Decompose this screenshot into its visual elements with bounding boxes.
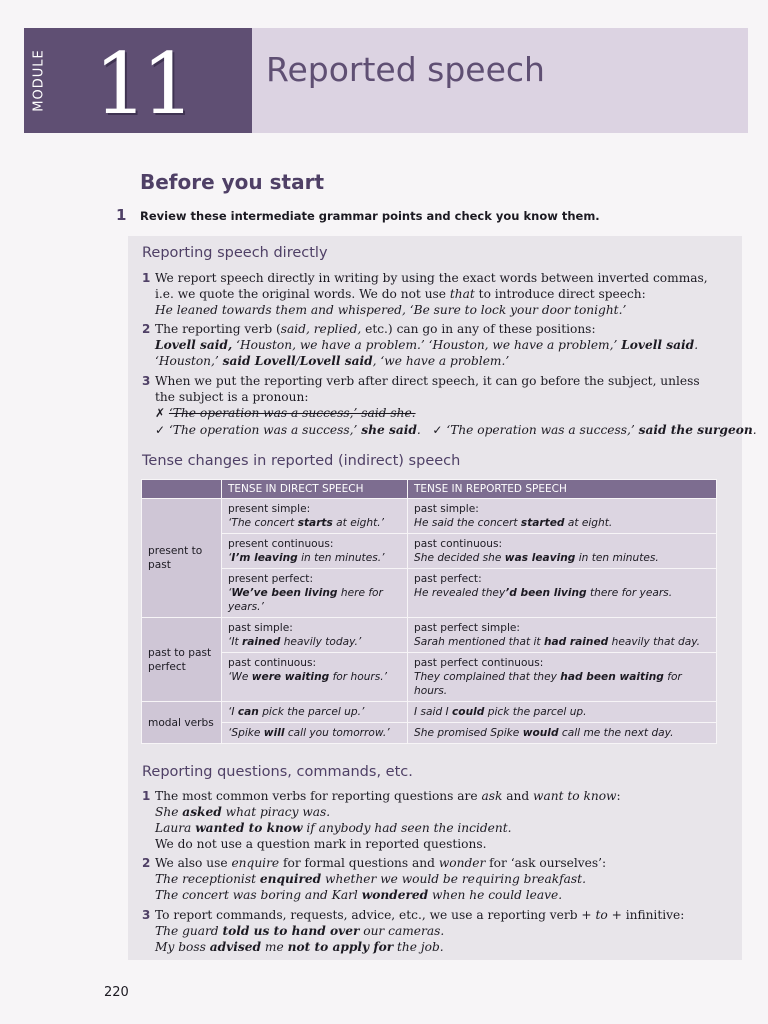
rule-text: When we put the reporting verb after direct speech, it can go before the subject, unless (155, 374, 700, 388)
item-number: 2 (142, 856, 151, 870)
module-label (24, 28, 54, 133)
column-header: TENSE IN REPORTED SPEECH (408, 480, 717, 499)
example-sentence: Laura wanted to know if anybody had seen the incident. (155, 821, 512, 835)
example-sentence: The receptionist enquired whether we would be requiring breakfast. (155, 872, 586, 886)
rule-text: We report speech directly in writing by using the exact words between inverted commas, (155, 271, 708, 285)
subheading-tense-changes: Tense changes in reported (indirect) speech (142, 453, 461, 469)
item-number: 3 (142, 374, 151, 388)
module-header (24, 28, 748, 133)
rule-text: To report commands, requests, advice, etc., we use a reporting verb + to + infinitive: (155, 908, 685, 922)
example-sentence: The concert was boring and Karl wondered when he could leave. (155, 888, 563, 902)
rule-text: The reporting verb (said, replied, etc.) can go in any of these positions: (155, 322, 596, 336)
exercise-number: 1 (116, 206, 127, 224)
example-sentence: She asked what piracy was. (155, 805, 331, 819)
direct-cell: present simple: ‘The concert starts at eight.’ (222, 499, 408, 534)
item-number: 1 (142, 789, 151, 803)
table-row (142, 534, 717, 569)
group-label: present to past (142, 499, 222, 618)
example-sentence: The guard told us to hand over our cameras. (155, 924, 445, 938)
item-number: 1 (142, 271, 151, 285)
reported-cell: I said I could pick the parcel up. (408, 702, 717, 723)
example-sentence: My boss advised me not to apply for the job. (155, 940, 444, 954)
table-row (142, 723, 717, 744)
reported-cell: past simple: He said the concert started at eight. (408, 499, 717, 534)
correct-example: ✓ ‘The operation was a success,’ she said. ✓ ‘The operation was a success,’ said the surgeon. (155, 423, 757, 437)
reported-cell: past perfect simple: Sarah mentioned that it had rained heavily that day. (408, 618, 717, 653)
table-row (142, 653, 717, 702)
table-row (142, 618, 717, 653)
check-icon: ✓ (155, 423, 166, 437)
cross-icon: ✗ (155, 406, 166, 420)
section-heading: Before you start (140, 170, 325, 194)
reported-cell: past perfect: He revealed they’d been living there for years. (408, 569, 717, 618)
page-number: 220 (104, 985, 129, 1000)
reported-cell: past continuous: She decided she was leaving in ten minutes. (408, 534, 717, 569)
item-number: 3 (142, 908, 151, 922)
subheading-reporting-directly: Reporting speech directly (142, 245, 328, 261)
subheading-reporting-questions: Reporting questions, commands, etc. (142, 764, 413, 780)
rule-text: The most common verbs for reporting questions are ask and want to know: (155, 789, 621, 803)
direct-cell: past continuous: ‘We were waiting for hours.’ (222, 653, 408, 702)
table-row (142, 702, 717, 723)
reported-cell: She promised Spike would call me the next day. (408, 723, 717, 744)
direct-cell: present perfect: ‘We’ve been living here for years.’ (222, 569, 408, 618)
module-title: Reported speech (266, 50, 545, 89)
rule-text: We also use enquire for formal questions and wonder for ‘ask ourselves’: (155, 856, 607, 870)
module-badge (24, 28, 252, 133)
direct-cell: present continuous: ‘I’m leaving in ten minutes.’ (222, 534, 408, 569)
table-row (142, 499, 717, 534)
check-icon: ✓ (432, 423, 443, 437)
example-sentence: He leaned towards them and whispered, ‘Be sure to lock your door tonight.’ (155, 303, 627, 317)
table-row (142, 569, 717, 618)
direct-cell: ‘I can pick the parcel up.’ (222, 702, 408, 723)
module-label-text: MODULE (31, 49, 47, 112)
tense-table (141, 479, 716, 744)
exercise-instruction: Review these intermediate grammar points and check you know them. (140, 209, 600, 223)
column-header (142, 480, 222, 499)
rule-text: We do not use a question mark in reported questions. (155, 837, 487, 851)
table-header-row (142, 480, 717, 499)
example-sentence: Lovell said, ‘Houston, we have a problem.’ ‘Houston, we have a problem,’ Lovell said. (155, 338, 699, 352)
direct-cell: past simple: ‘It rained heavily today.’ (222, 618, 408, 653)
item-number: 2 (142, 322, 151, 336)
direct-cell: ‘Spike will call you tomorrow.’ (222, 723, 408, 744)
reported-cell: past perfect continuous: They complained that they had been waiting for hours. (408, 653, 717, 702)
column-header: TENSE IN DIRECT SPEECH (222, 480, 408, 499)
rule-text: i.e. we quote the original words. We do not use that to introduce direct speech: (155, 287, 646, 301)
module-number: 11 (94, 35, 189, 133)
group-label: past to past perfect (142, 618, 222, 702)
group-label: modal verbs (142, 702, 222, 744)
example-sentence: ‘Houston,’ said Lovell/Lovell said, ‘we have a problem.’ (155, 354, 510, 368)
incorrect-example: ✗ ‘The operation was a success,’ said she. (155, 406, 416, 420)
rule-text: the subject is a pronoun: (155, 390, 309, 404)
